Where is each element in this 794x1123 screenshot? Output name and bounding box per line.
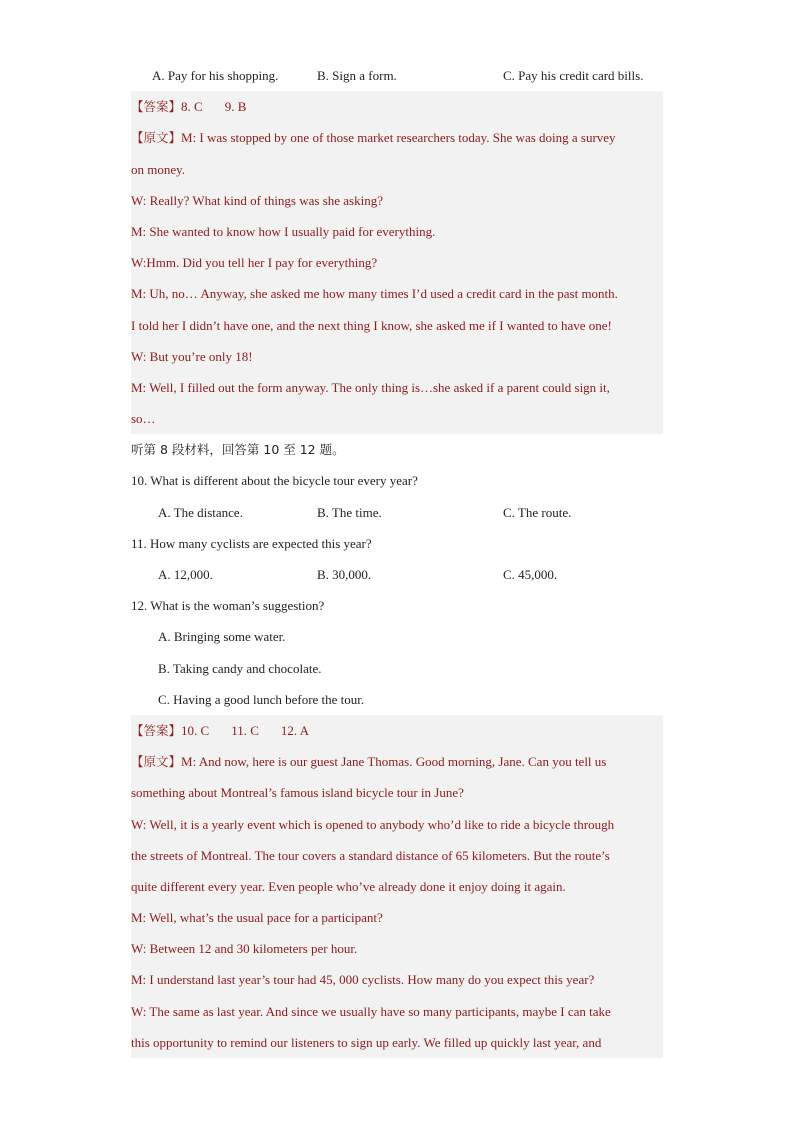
q10-stem: 10. What is different about the bicycle tour every year? [131, 473, 418, 489]
transcript-1-line: 【原文】M: I was stopped by one of those market researchers today. She was doing a survey [131, 122, 663, 153]
transcript-2-line: quite different every year. Even people who’ve already done it enjoy doing it again. [131, 871, 663, 902]
section-heading: 听第 8 段材料，回答第 10 至 12 题。 [131, 442, 345, 458]
q9-option-b: B. Sign a form. [317, 68, 397, 83]
q11-options [131, 559, 663, 590]
transcript-2-line: W: Well, it is a yearly event which is opened to anybody who’d like to ride a bicycle through [131, 809, 663, 840]
transcript-1-line: W: Really? What kind of things was she asking? [131, 185, 663, 216]
q11-stem: 11. How many cyclists are expected this year? [131, 535, 372, 551]
q11-option-a: A. 12,000. [158, 567, 213, 582]
q9-option-c: C. Pay his credit card bills. [503, 68, 644, 83]
answer-8-9 [131, 91, 663, 122]
answer-tag: 【答案】 [131, 99, 182, 115]
transcript-1-line: M: Uh, no… Anyway, she asked me how many times I’d used a credit card in the past month. [131, 278, 663, 309]
transcript-2-line: M: I understand last year’s tour had 45, 000 cyclists. How many do you expect this year? [131, 964, 663, 995]
answer-10-12 [131, 715, 663, 746]
transcript-2-line: the streets of Montreal. The tour covers a standard distance of 65 kilometers. But the route’s [131, 840, 663, 871]
answer-9: 9. B [224, 99, 247, 115]
q11-option-b: B. 30,000. [317, 567, 372, 582]
q12-option-c: C. Having a good lunch before the tour. [158, 691, 365, 707]
q10-option-b: B. The time. [317, 504, 382, 520]
transcript-2-line: M: Well, what’s the usual pace for a participant? [131, 902, 663, 933]
transcript-2-line: W: The same as last year. And since we usually have so many participants, maybe I can take [131, 996, 663, 1027]
transcript-1-line: W:Hmm. Did you tell her I pay for everything? [131, 247, 663, 278]
q12-stem: 12. What is the woman’s suggestion? [131, 598, 325, 614]
q12-option-b: B. Taking candy and chocolate. [158, 660, 322, 676]
answer-11: 11. C [231, 722, 259, 738]
transcript-1-line: M: Well, I filled out the form anyway. The only thing is…she asked if a parent could sign it, [131, 372, 663, 403]
q9-option-a: A. Pay for his shopping. [152, 68, 279, 83]
transcript-1-line: I told her I didn’t have one, and the next thing I know, she asked me if I wanted to have one! [131, 310, 663, 341]
transcript-1-line: so… [131, 403, 663, 434]
transcript-1-line: W: But you’re only 18! [131, 341, 663, 372]
answer-8: 8. C [181, 99, 203, 115]
answer-tag: 【答案】 [131, 722, 182, 738]
answer-10: 10. C [181, 722, 210, 738]
transcript-tag: 【原文】 [131, 754, 182, 770]
transcript-2-line: 【原文】M: And now, here is our guest Jane Thomas. Good morning, Jane. Can you tell us [131, 746, 663, 777]
q9-options [131, 60, 663, 91]
q10-option-c: C. The route. [503, 504, 572, 520]
transcript-2-line: this opportunity to remind our listeners to sign up early. We filled up quickly last year, and [131, 1027, 663, 1058]
document-page [131, 60, 663, 1058]
transcript-2-line: something about Montreal’s famous island bicycle tour in June? [131, 777, 663, 808]
q10-option-a: A. The distance. [158, 504, 243, 520]
q11-option-c: C. 45,000. [503, 567, 558, 582]
transcript-1-line: M: She wanted to know how I usually paid for everything. [131, 216, 663, 247]
transcript-2-line: W: Between 12 and 30 kilometers per hour. [131, 933, 663, 964]
transcript-1-line: on money. [131, 154, 663, 185]
q10-options [131, 497, 663, 528]
q12-option-a: A. Bringing some water. [158, 629, 286, 645]
answer-12: 12. A [280, 722, 310, 738]
transcript-tag: 【原文】 [131, 130, 182, 146]
